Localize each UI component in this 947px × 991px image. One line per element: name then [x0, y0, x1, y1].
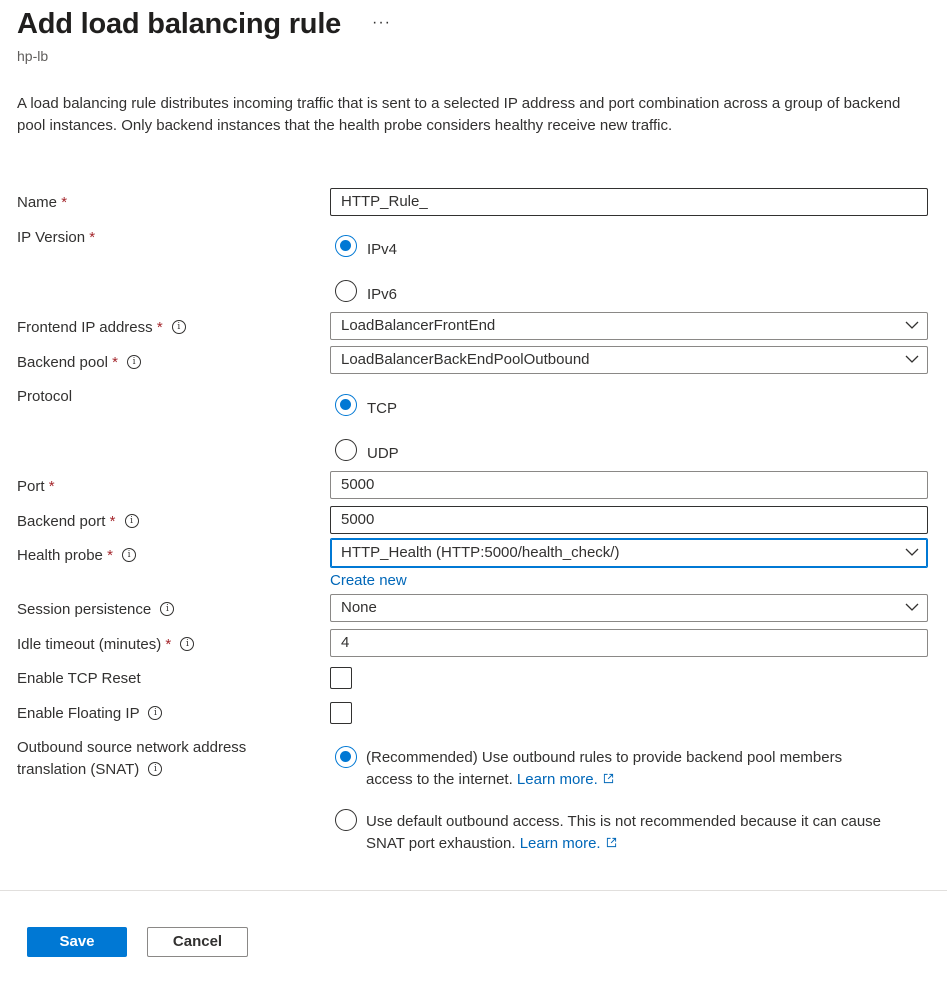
chevron-down-icon: [905, 354, 919, 364]
backend-port-label: Backend port * i: [17, 512, 139, 532]
ipv4-radio[interactable]: [335, 235, 357, 257]
external-link-icon: [606, 837, 617, 848]
health-probe-label: Health probe * i: [17, 546, 136, 566]
session-persistence-label: Session persistence i: [17, 600, 174, 620]
chevron-down-icon: [905, 320, 919, 330]
info-icon[interactable]: i: [122, 548, 136, 562]
protocol-label: Protocol: [17, 388, 73, 405]
learn-more-link[interactable]: Learn more.: [520, 835, 617, 852]
port-input[interactable]: 5000: [330, 471, 928, 499]
backend-pool-label: Backend pool * i: [17, 353, 141, 373]
footer-divider: [0, 890, 947, 891]
chevron-down-icon: [905, 602, 919, 612]
page-title: Add load balancing rule: [17, 8, 342, 40]
info-icon[interactable]: i: [125, 514, 139, 528]
ipv6-radio[interactable]: [335, 280, 357, 302]
tcp-reset-label: Enable TCP Reset: [17, 670, 141, 687]
snat-label: Outbound source network address translation (SNAT) i: [17, 739, 247, 778]
floating-ip-checkbox[interactable]: [330, 702, 352, 724]
session-persistence-select[interactable]: None: [330, 594, 928, 622]
frontend-ip-label: Frontend IP address * i: [17, 318, 186, 338]
snat-outbound-rules-label: (Recommended) Use outbound rules to provide backend pool members access to the internet. Learn more.: [366, 749, 843, 788]
required-asterisk: *: [156, 319, 163, 336]
info-icon[interactable]: i: [148, 706, 162, 720]
port-label: Port *: [17, 478, 55, 495]
cancel-button[interactable]: Cancel: [147, 927, 248, 957]
save-button[interactable]: Save: [27, 927, 127, 957]
info-icon[interactable]: i: [148, 762, 162, 776]
learn-more-link[interactable]: Learn more.: [517, 771, 614, 788]
ipv6-radio-label: IPv6: [367, 286, 398, 303]
snat-outbound-rules-radio[interactable]: [335, 746, 357, 768]
tcp-radio[interactable]: [335, 394, 357, 416]
more-options-button[interactable]: ···: [372, 14, 391, 31]
backend-pool-select[interactable]: LoadBalancerBackEndPoolOutbound: [330, 346, 928, 374]
floating-ip-label: Enable Floating IP i: [17, 704, 162, 724]
info-icon[interactable]: i: [180, 637, 194, 651]
info-icon[interactable]: i: [127, 355, 141, 369]
page-subtitle: hp-lb: [17, 48, 49, 64]
tcp-reset-checkbox[interactable]: [330, 667, 352, 689]
tcp-radio-label: TCP: [367, 400, 397, 417]
backend-port-input[interactable]: 5000: [330, 506, 928, 534]
udp-radio-label: UDP: [367, 445, 399, 462]
idle-timeout-input[interactable]: 4: [330, 629, 928, 657]
external-link-icon: [603, 773, 614, 784]
ipv4-radio-label: IPv4: [367, 241, 398, 258]
snat-default-outbound-radio[interactable]: [335, 809, 357, 831]
name-label: Name *: [17, 194, 68, 211]
name-input[interactable]: HTTP_Rule_: [330, 188, 928, 216]
required-asterisk: *: [165, 636, 172, 653]
udp-radio[interactable]: [335, 439, 357, 461]
snat-default-outbound-label: Use default outbound access. This is not recommended because it can cause SNAT port exhaustion. Learn more.: [366, 813, 882, 852]
required-asterisk: *: [48, 478, 55, 495]
info-icon[interactable]: i: [172, 320, 186, 334]
required-asterisk: *: [61, 194, 68, 211]
required-asterisk: *: [109, 513, 116, 530]
health-probe-select[interactable]: HTTP_Health (HTTP:5000/health_check/): [330, 538, 928, 568]
required-asterisk: *: [107, 547, 113, 564]
chevron-down-icon: [905, 547, 919, 557]
info-icon[interactable]: i: [160, 602, 174, 616]
create-new-health-probe-link[interactable]: Create new: [330, 572, 407, 589]
idle-timeout-label: Idle timeout (minutes) * i: [17, 635, 194, 655]
ip-version-label: IP Version *: [17, 229, 96, 246]
frontend-ip-select[interactable]: LoadBalancerFrontEnd: [330, 312, 928, 340]
page-description: A load balancing rule distributes incoming traffic that is sent to a selected IP address and port combination across a group of backend pool instances. Only backend instances that the health probe considers healthy receive new traffic.: [17, 95, 901, 134]
required-asterisk: *: [89, 229, 96, 246]
required-asterisk: *: [112, 354, 118, 371]
